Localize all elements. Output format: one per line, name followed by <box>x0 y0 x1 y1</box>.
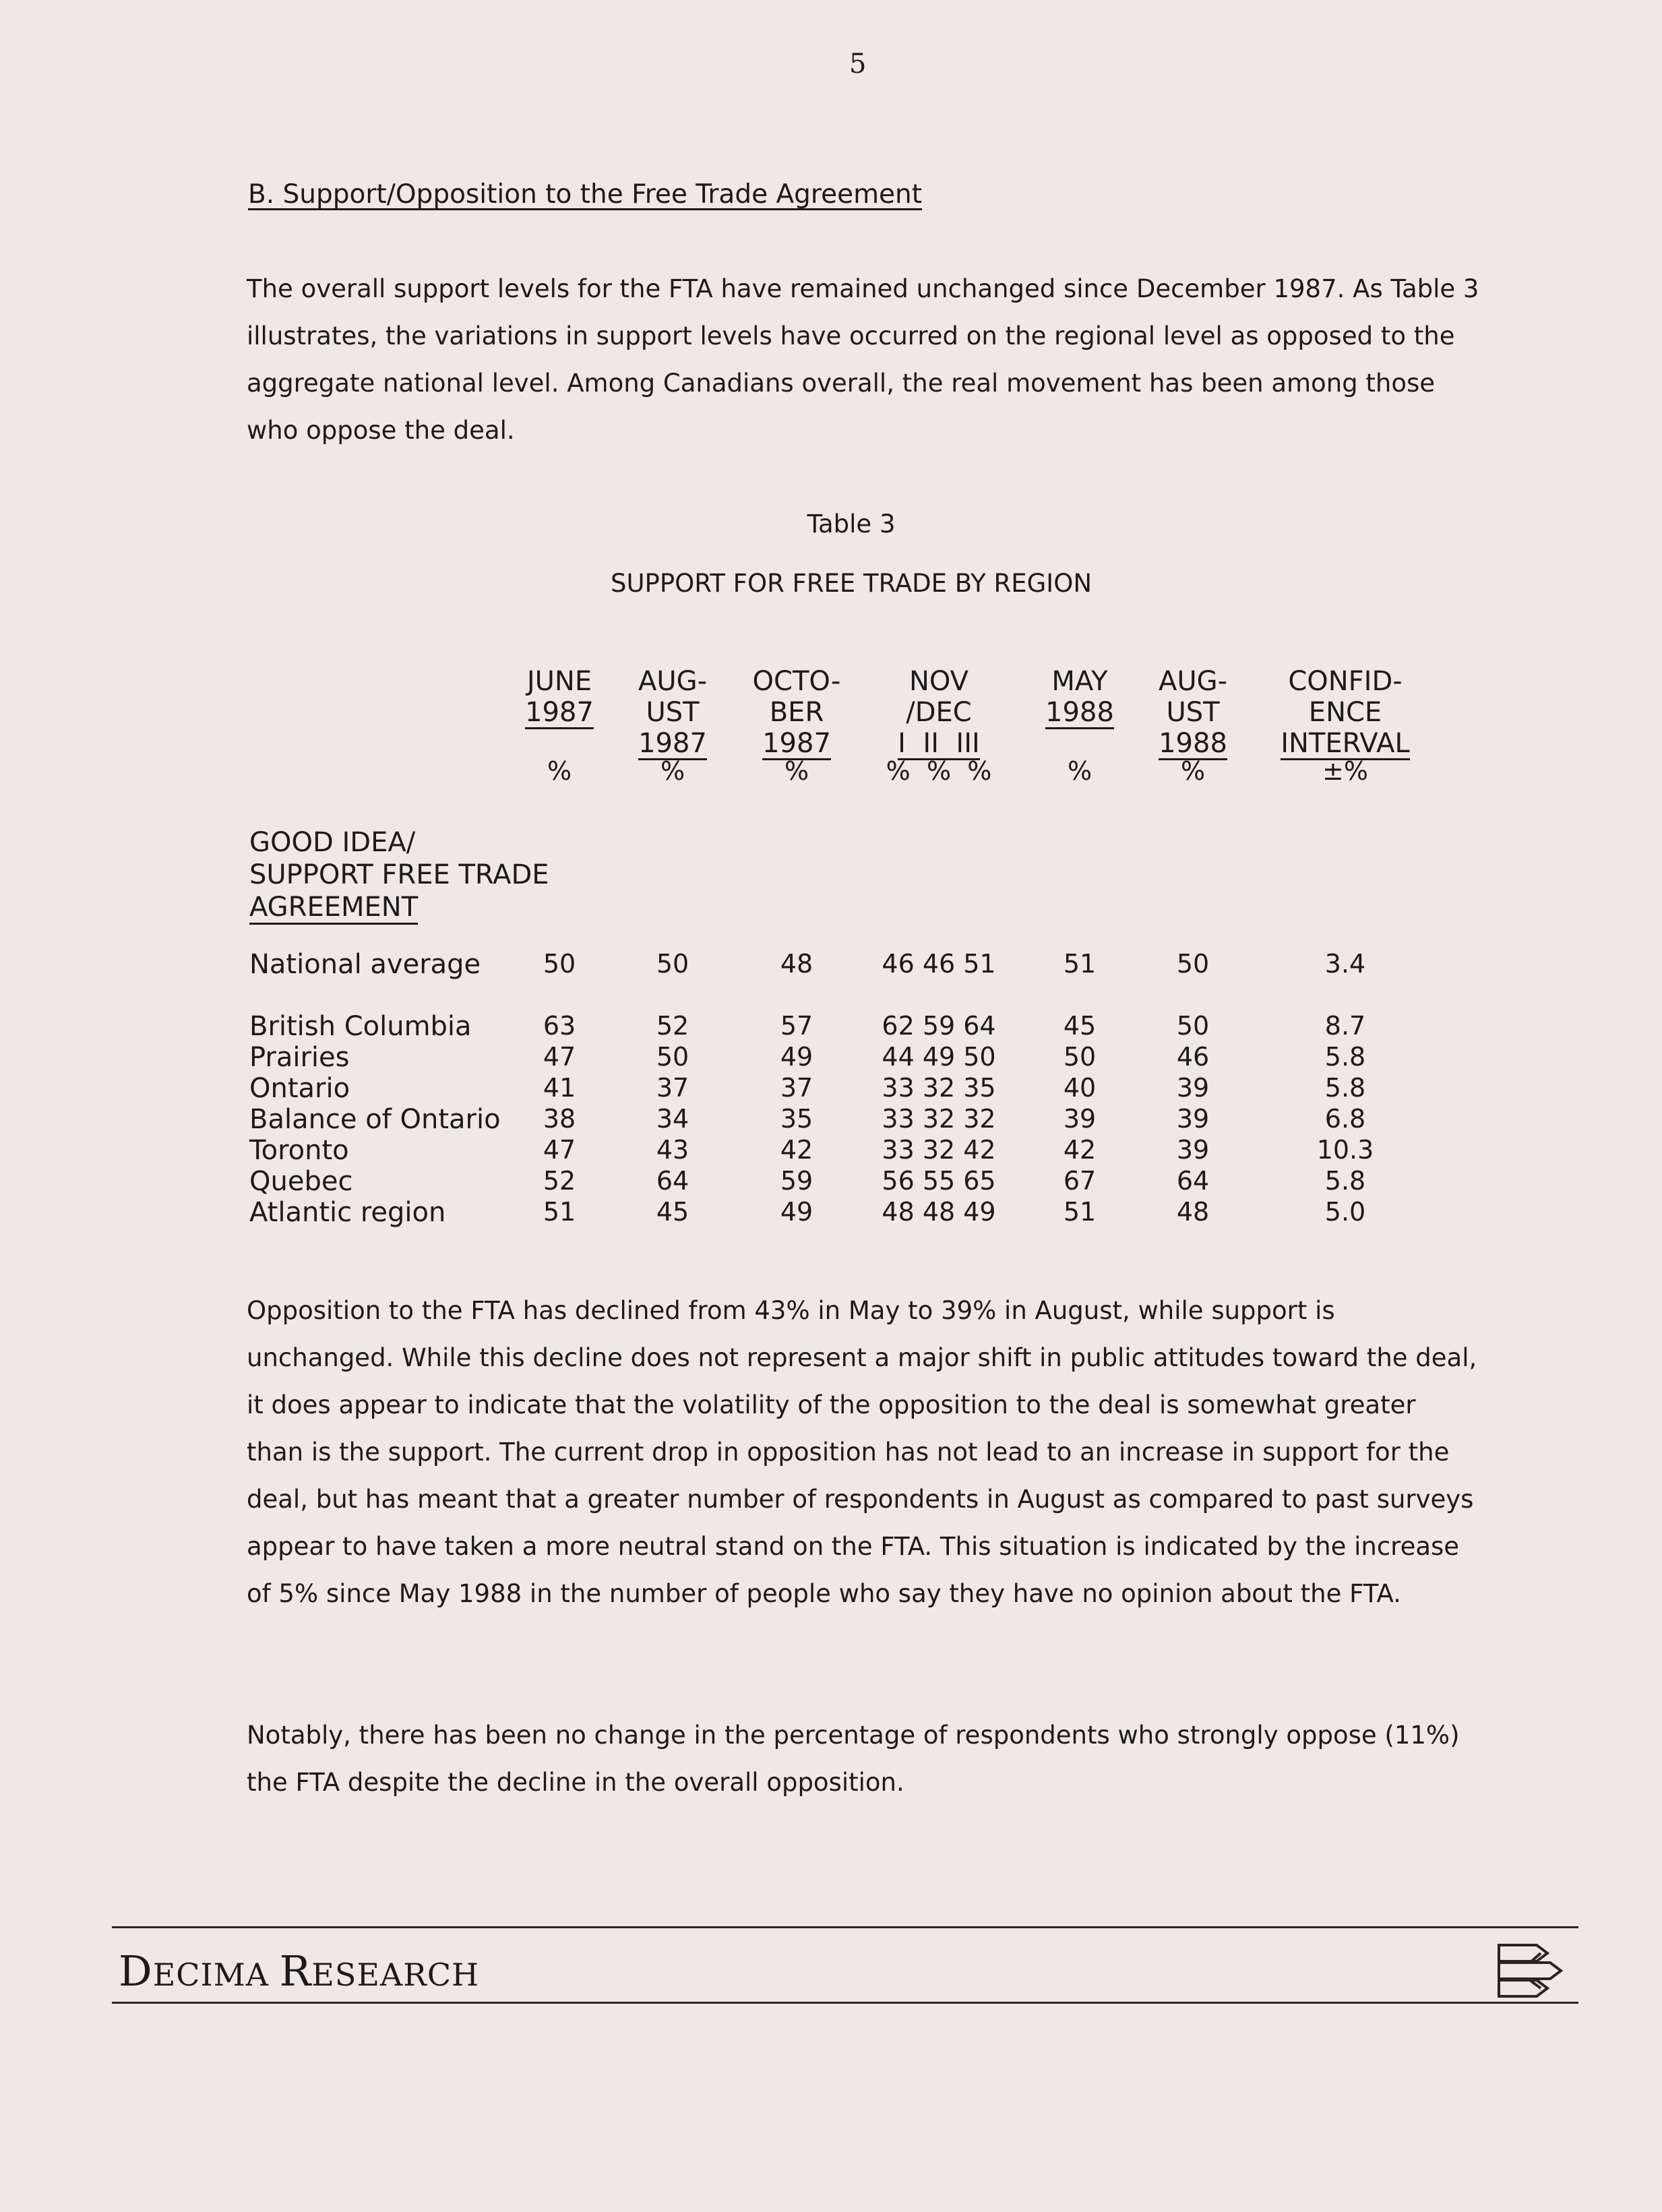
table-cell: 50 <box>656 1042 689 1072</box>
group-heading-line: SUPPORT FREE TRADE <box>249 859 549 890</box>
table-cell: 51 <box>1063 949 1097 979</box>
group-heading-line: AGREEMENT <box>249 892 418 925</box>
table-row-label: Balance of Ontario <box>249 1104 501 1135</box>
table-cell: 48 <box>780 949 813 979</box>
column-header-year: 1988 <box>1045 697 1114 728</box>
table-row-label: Atlantic region <box>249 1197 446 1228</box>
footer-brand: DECIMA RESEARCH <box>119 1946 480 1996</box>
column-unit: % <box>1180 756 1206 786</box>
table-cell: 45 <box>656 1197 689 1227</box>
table-row-label: British Columbia <box>249 1011 472 1042</box>
table-cell: 64 <box>1176 1166 1210 1196</box>
column-header-year: 1987 <box>762 728 831 759</box>
column-header-line: CONFID- <box>1288 666 1403 697</box>
table-title: SUPPORT FOR FREE TRADE BY REGION <box>610 569 1092 598</box>
table-cell: 56 55 65 <box>882 1166 996 1196</box>
table-cell: 10.3 <box>1316 1135 1374 1165</box>
group-heading-line: GOOD IDEA/ <box>249 827 416 858</box>
table-cell: 46 <box>1176 1042 1210 1072</box>
table-cell: 50 <box>1176 1011 1210 1041</box>
table-cell: 59 <box>780 1166 813 1196</box>
table-cell: 5.8 <box>1324 1042 1366 1072</box>
table-cell: 43 <box>656 1135 689 1165</box>
table-cell: 5.0 <box>1324 1197 1366 1227</box>
table-row-label: Prairies <box>249 1042 350 1073</box>
column-header <box>858 666 1020 760</box>
table-cell: 3.4 <box>1324 949 1366 979</box>
table-cell: 5.8 <box>1324 1073 1366 1103</box>
table-cell: 42 <box>1063 1135 1097 1165</box>
table-cell: 35 <box>780 1104 813 1134</box>
column-unit: % <box>1067 756 1092 786</box>
table-cell: 47 <box>543 1042 576 1072</box>
column-header-line: OCTO- <box>752 666 841 697</box>
column-header <box>1112 666 1274 760</box>
table-cell: 33 32 42 <box>882 1135 996 1165</box>
table-cell: 37 <box>656 1073 689 1103</box>
table-cell: 39 <box>1176 1135 1210 1165</box>
table-cell: 62 59 64 <box>882 1011 996 1041</box>
table-cell: 51 <box>543 1197 576 1227</box>
table-row-label: Quebec <box>249 1166 353 1197</box>
table-label: Table 3 <box>807 510 896 539</box>
table-cell: 67 <box>1063 1166 1097 1196</box>
column-header-year: 1988 <box>1159 728 1227 759</box>
table-cell: 40 <box>1063 1073 1097 1103</box>
footer-rule-bottom <box>112 2002 1578 2004</box>
table-cell: 5.8 <box>1324 1166 1366 1196</box>
column-header-line: ENCE <box>1308 697 1382 728</box>
table-cell: 39 <box>1176 1104 1210 1134</box>
table-cell: 33 32 35 <box>882 1073 996 1103</box>
column-header-line: AUG- <box>1158 666 1228 697</box>
column-unit: % % % <box>886 756 992 786</box>
table-cell: 52 <box>656 1011 689 1041</box>
table-cell: 64 <box>656 1166 689 1196</box>
table-cell: 44 49 50 <box>882 1042 996 1072</box>
table-cell: 6.8 <box>1324 1104 1366 1134</box>
column-header-line: UST <box>1166 697 1220 728</box>
table-cell: 49 <box>780 1042 813 1072</box>
column-header-line: JUNE <box>526 666 592 697</box>
table-cell: 50 <box>656 949 689 979</box>
column-header-line: BER <box>769 697 824 728</box>
column-header-line: /DEC <box>906 697 972 728</box>
column-header <box>1264 666 1426 760</box>
column-header-year: 1987 <box>638 728 707 759</box>
column-unit: % <box>784 756 809 786</box>
footer-rule-top <box>112 1926 1578 1928</box>
table-cell: 48 <box>1176 1197 1210 1227</box>
intro-paragraph: The overall support levels for the FTA have remained unchanged since December 1987. As Table 3 illustrates, the variations in support levels have occurred on the regional level as opposed to the aggregate national level. Among Canadians overall, the real movement has been among those who oppose the deal. <box>247 274 1479 445</box>
table-cell: 34 <box>656 1104 689 1134</box>
table-cell: 42 <box>780 1135 813 1165</box>
table-cell: 39 <box>1063 1104 1097 1134</box>
column-unit: % <box>547 756 572 786</box>
column-header-line: AUG- <box>638 666 708 697</box>
decima-logo-icon <box>1496 1940 1570 2003</box>
column-header-year: INTERVAL <box>1281 728 1410 759</box>
page-number: 5 <box>849 49 867 80</box>
table-cell: 63 <box>543 1011 576 1041</box>
column-header-line: UST <box>646 697 700 728</box>
table-cell: 45 <box>1063 1011 1097 1041</box>
table-row-label: National average <box>249 949 481 980</box>
table-cell: 47 <box>543 1135 576 1165</box>
table-cell: 38 <box>543 1104 576 1134</box>
table-cell: 49 <box>780 1197 813 1227</box>
column-header-year: I II III <box>898 728 980 759</box>
table-cell: 33 32 32 <box>882 1104 996 1134</box>
closing-paragraph: Notably, there has been no change in the percentage of respondents who strongly oppose (11%) the FTA despite the decline in the overall opposition. <box>247 1721 1460 1797</box>
table-cell: 50 <box>1063 1042 1097 1072</box>
table-cell: 46 46 51 <box>882 949 996 979</box>
column-header-line: MAY <box>1051 666 1108 697</box>
table-row-label: Toronto <box>249 1135 349 1166</box>
table-cell: 50 <box>1176 949 1210 979</box>
table-cell: 52 <box>543 1166 576 1196</box>
column-header-line: NOV <box>909 666 969 697</box>
column-header-year: 1987 <box>525 697 594 728</box>
opposition-paragraph: Opposition to the FTA has declined from 43% in May to 39% in August, while support is unchanged. While this decline does not represent a major shift in public attitudes toward the deal, it does appear to indicate that the volatility of the opposition to the deal is somewhat greater than is the support. The current drop in opposition has not lead to an increase in support for the deal, but has meant that a greater number of respondents in August as compared to past surveys appear to have taken a more neutral stand on the FTA. This situation is indicated by the increase of 5% since May 1988 in the number of people who say they have no opinion about the FTA. <box>247 1296 1477 1608</box>
column-unit: ±% <box>1322 756 1368 786</box>
table-cell: 57 <box>780 1011 813 1041</box>
table-cell: 8.7 <box>1324 1011 1366 1041</box>
table-cell: 48 48 49 <box>882 1197 996 1227</box>
table-cell: 41 <box>543 1073 576 1103</box>
table-row-label: Ontario <box>249 1073 350 1104</box>
column-unit: % <box>660 756 685 786</box>
table-cell: 50 <box>543 949 576 979</box>
table-cell: 39 <box>1176 1073 1210 1103</box>
column-header <box>716 666 878 760</box>
table-group-heading <box>249 826 549 923</box>
section-heading: B. Support/Opposition to the Free Trade Agreement <box>248 179 923 210</box>
table-cell: 51 <box>1063 1197 1097 1227</box>
table-cell: 37 <box>780 1073 813 1103</box>
